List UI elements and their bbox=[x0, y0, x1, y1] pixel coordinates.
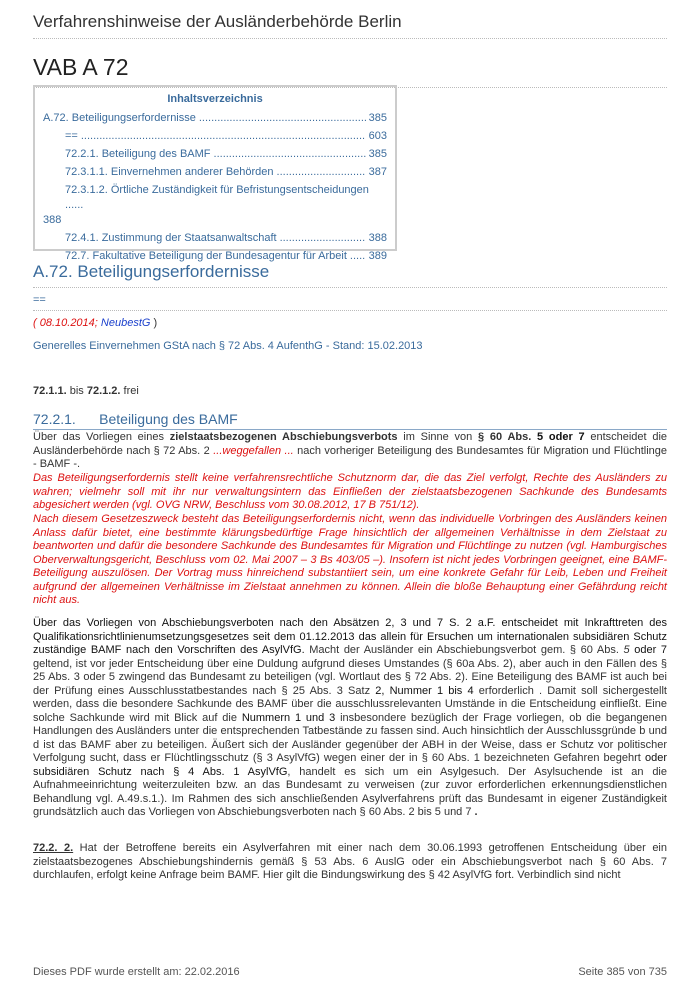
section-title: A.72. Beteiligungserfordernisse bbox=[33, 262, 667, 288]
document-title: VAB A 72 bbox=[33, 54, 667, 88]
section-separator: == bbox=[33, 294, 667, 311]
p4-text: 2, Nummer 1 bis 4 bbox=[375, 684, 474, 697]
generelles-einvernehmen-link[interactable]: Generelles Einvernehmen GStA nach § 72 Abs. 4 AufenthG - Stand: 15.02.2013 bbox=[33, 340, 423, 352]
p1-bold: 5 oder 7 bbox=[537, 431, 585, 443]
toc-entry[interactable] bbox=[43, 231, 387, 246]
toc-entry[interactable] bbox=[43, 183, 387, 228]
toc-entry-text: 72.4.1. Zustimmung der Staatsanwaltschaft bbox=[65, 232, 277, 244]
footer-created: Dieses PDF wurde erstellt am: 22.02.2016 bbox=[33, 966, 240, 978]
p1-removed: ...weggefallen ... bbox=[213, 444, 294, 457]
p4-text: , handelt es sich um ein Asylgesuch. Der Asylsuchende ist an die Aufnahmeeinrichtung weiterzuleiten bzw. an das Bundesamt zu verweisen (zur zuvor erforderlichen erkennungsdienstlichen Behandlung vgl. A.49.s.1.). Im Rahmen des sich anschließenden Asylverfahrens prüft das Bundesamt in eigener Zuständigkeit grundsätzlich auch das Vorliegen von Abschiebungsverboten nach § 60 Abs. 2 bis 5 und 7 bbox=[33, 765, 667, 818]
toc-entry-page: 385 bbox=[368, 148, 387, 160]
amendment-law-link[interactable]: NeubestG bbox=[100, 317, 151, 329]
toc-entry-page: 388 bbox=[43, 214, 62, 226]
p4-text: Macht der Ausländer ein Abschiebungsverbot gem. § 60 Abs. bbox=[304, 644, 624, 656]
toc-entry-page: 389 bbox=[368, 250, 387, 262]
p1-bold: zielstaatsbezogenen Abschiebungsverbots bbox=[169, 431, 398, 443]
frei-start: 72.1.1. bbox=[33, 385, 67, 397]
amendment-date: 08.10.2014; bbox=[39, 317, 98, 329]
frei-note bbox=[33, 385, 139, 397]
subsection-title: 72.2.1. Beteiligung des BAMF bbox=[33, 411, 667, 430]
toc-entry-text: 72.7. Fakultative Beteiligung der Bundesagentur für Arbeit bbox=[65, 250, 347, 262]
p4-text: insbesondere bezüglich der Frage vorliegen, ob die begangenen Handlungen des Ausländers unter die entsprechenden Tatbestände zu fassen sind. Auch hinsichtlich der Ausschlussgründe b und d ist das BAMF aber zu beteiligen. Äußert sich der Ausländer gegenüber der ABH in der Weise, dass er Schutz vor politischer Verfolgung sucht, dass er Flüchtlingsschutz (§ 3 AsylVfG) wegen einer der in § 60 Abs. 1 bezeichneten Gefahren begehrt bbox=[33, 711, 668, 764]
paren-close: ) bbox=[150, 317, 158, 329]
p1-text: im Sinne von bbox=[397, 431, 479, 443]
frei-mid: bis bbox=[66, 385, 87, 397]
p1-bold: § 60 Abs. bbox=[478, 431, 538, 443]
toc-entry[interactable] bbox=[43, 147, 387, 162]
p4-text: Nummern 1 und 3 bbox=[241, 711, 336, 724]
p4-text: erforderlich . Damit soll sichergestellt werden, dass die besondere Sachkunde des BAMF über die ausschlussrelevanten Umstände in die Entscheidung einfließt. Eine solche Sachkunde wird mit Blick auf die bbox=[33, 684, 667, 724]
toc-entry[interactable] bbox=[43, 165, 387, 180]
toc-entry-page: 388 bbox=[368, 232, 387, 244]
p5-number: 72.2. 2. bbox=[33, 842, 74, 854]
p4-text: . bbox=[471, 806, 478, 818]
toc-heading: Inhaltsverzeichnis bbox=[167, 93, 263, 105]
paragraph-1 bbox=[33, 431, 667, 472]
p1-text: entscheidet die Ausländerbehörde nach § 72 Abs. 2 bbox=[33, 431, 668, 457]
toc-entry-text: == bbox=[65, 130, 78, 142]
toc-entry-page: 603 bbox=[368, 130, 387, 142]
toc-entry-text: 72.2.1. Beteiligung des BAMF bbox=[65, 148, 211, 160]
amendment-date-line bbox=[33, 317, 157, 329]
footer-page-number: Seite 385 von 735 bbox=[578, 966, 667, 978]
frei-end-number: 72.1.2. bbox=[86, 385, 121, 397]
p5-text: Hat der Betroffene bereits ein Asylverfahren mit einer nach dem 30.06.1993 getroffenen Entscheidung über ein zielstaatsbezogenes Abschiebungshindernis gemäß § 53 Abs. 6 AuslG oder ein Abschiebungsverbot nach § 60 Abs. 7 durchlaufen, erfolgt keine Anfrage beim BAMF. Hier gilt die Bindungswirkung des § 42 AsylVfG fort. Verbindlich sind nicht bbox=[33, 842, 667, 881]
toc-entry-page: 387 bbox=[368, 166, 387, 178]
table-of-contents bbox=[33, 85, 397, 262]
paren-open: ( bbox=[33, 317, 40, 329]
toc-entry-text: A.72. Beteiligungserfordernisse bbox=[43, 112, 196, 124]
p4-text: geltend, ist vor jeder Entscheidung über eine Duldung aufgrund dieses Umstandes (§ 60a Abs. 2), aber auch in den Fällen des § 25 Abs. 3 oder 5 zwingend das Bundesamt zu beteiligen (vgl. Wortlaut des § 72 Abs. 2). Eine Beteiligung des BAMF ist auch bei der Prüfung eines Ausschlusstatbestandes nach § 25 Abs. 3 Satz bbox=[33, 657, 667, 697]
p1-text: nach vorheriger Beteiligung des Bundesamtes für Migration und Flüchtlinge - BAMF -. bbox=[33, 444, 668, 470]
page-header: Verfahrenshinweise der Ausländerbehörde Berlin bbox=[33, 12, 667, 39]
toc-entry-text: 72.3.1.2. Örtliche Zuständigkeit für Befristungsentscheidungen ...... bbox=[65, 184, 369, 211]
p4-text: Über das Vorliegen von Abschiebungsverboten nach den Absätzen 2, 3 und 7 S. 2 a.F. entscheidet mit Inkrafttreten des Qualifikationsrichtlinienumsetzungsgesetzes seit dem 01.12.2013 das allein für Ersuchen um internationalen subsidiären Schutz zuständige BAMF nach den Vorschriften des AsylVfG. bbox=[33, 617, 667, 656]
p4-italic: 5 bbox=[623, 644, 630, 656]
p1-text: Über das Vorliegen eines bbox=[33, 431, 170, 443]
paragraph-5 bbox=[33, 842, 667, 883]
paragraph-4 bbox=[33, 617, 667, 820]
toc-entry-page: 385 bbox=[368, 112, 387, 124]
toc-entry[interactable] bbox=[43, 111, 387, 126]
paragraph-3: Nach diesem Gesetzeszweck besteht das Beteiligungserfordernis nicht, wenn das individuelle Vorbringen des Ausländers keinen Anlass dafür bietet, eine bestimmte klärungsbedürftige Frage hinsichtlich der allgemeinen Verhältnisse in dem Zielstaat zu beantworten und dafür die besondere Sachkunde des Bundesamtes für Migration und Flüchtlinge zu nutzen (vgl. Hamburgisches Oberverwaltungsgericht, Beschluss vom 02. Mai 2007 – 3 Bs 403/05 –). Insofern ist nicht jedes Vorbringen geeignet, eine BAMF-Beteiligung auszulösen. Der Vortrag muss hinreichend substantiiert sein, um eine konkrete Gefahr für Leib, Leben und Freiheit aufgrund der allgemeinen Verhältnisse im Zielstaat annehmen zu können. Allein die bloße Behauptung einer Gefährdung reicht nicht aus. bbox=[33, 513, 667, 606]
paragraph-2: Das Beteiligungserfordernis stellt keine verfahrensrechtliche Schutznorm dar, die das Ziel verfolgt, Rechte des Ausländers zu wahren; vielmehr soll mit ihr nur verwaltungsintern das Einfließen der zielstaatsbezogenen Sachkunde des Bundesamts abgesichert werden (vgl. OVG NRW, Beschluss vom 30.08.2012, 17 B 751/12). bbox=[33, 472, 667, 511]
p4-text: oder subsidiären Schutz nach § 4 Abs. 1 AsylVfG bbox=[33, 752, 667, 778]
p4-text: oder 7 bbox=[629, 644, 667, 656]
frei-end: frei bbox=[120, 385, 139, 397]
toc-entry[interactable] bbox=[43, 129, 387, 144]
toc-entry-text: 72.3.1.1. Einvernehmen anderer Behörden bbox=[65, 166, 274, 178]
